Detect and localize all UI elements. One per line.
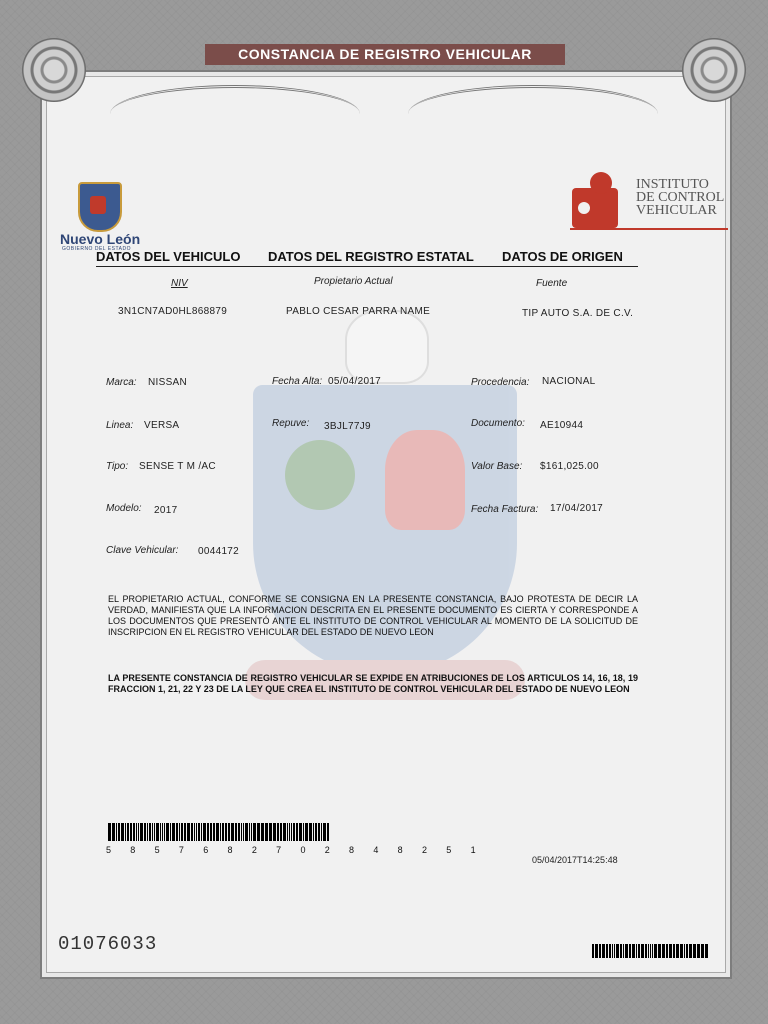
barcode-bar xyxy=(170,823,171,841)
registration-barcode xyxy=(108,823,333,841)
section-header-rule xyxy=(96,266,638,267)
clave-vehicular-value: 0044172 xyxy=(198,546,240,557)
barcode-bar xyxy=(650,944,651,958)
barcode-bar xyxy=(697,944,700,958)
barcode-bar xyxy=(273,823,276,841)
barcode-bar xyxy=(203,823,206,841)
barcode-bar xyxy=(684,944,685,958)
barcode-bar xyxy=(179,823,180,841)
barcode-bar xyxy=(293,823,295,841)
icv-logo-shape xyxy=(590,172,612,194)
barcode-bar xyxy=(658,944,661,958)
barcode-bar xyxy=(140,823,143,841)
icv-logo-rule xyxy=(570,228,728,230)
propietario-value: PABLO CESAR PARRA NAME xyxy=(286,306,431,317)
linea-value: VERSA xyxy=(144,420,180,431)
barcode-bar xyxy=(599,944,601,958)
barcode-bar xyxy=(149,823,151,841)
barcode-bar xyxy=(669,944,672,958)
barcode-bar xyxy=(620,944,622,958)
crest-tree xyxy=(285,440,355,510)
state-crest-watermark xyxy=(235,290,535,710)
icv-logo-icon xyxy=(570,172,622,228)
barcode-bar xyxy=(689,944,692,958)
barcode-bar xyxy=(673,944,675,958)
barcode-bar xyxy=(181,823,183,841)
barcode-bar xyxy=(680,944,683,958)
section-datos-registro-estatal: DATOS DEL REGISTRO ESTATAL xyxy=(268,249,474,264)
barcode-bar xyxy=(693,944,696,958)
tipo-label: Tipo: xyxy=(106,461,129,472)
barcode-bar xyxy=(228,823,230,841)
modelo-value: 2017 xyxy=(154,505,178,516)
barcode-bar xyxy=(296,823,298,841)
barcode-bar xyxy=(220,823,221,841)
barcode-bar xyxy=(315,823,317,841)
repuve-label: Repuve: xyxy=(272,418,310,429)
barcode-bar xyxy=(629,944,631,958)
barcode-bar xyxy=(156,823,159,841)
barcode-bar xyxy=(289,823,290,841)
barcode-bar xyxy=(152,823,153,841)
barcode-bar xyxy=(164,823,165,841)
modelo-label: Modelo: xyxy=(106,503,142,514)
barcode-bar xyxy=(318,823,320,841)
barcode-bar xyxy=(265,823,268,841)
barcode-bar xyxy=(176,823,178,841)
barcode-bar xyxy=(231,823,234,841)
barcode-bar xyxy=(241,823,242,841)
barcode-bar xyxy=(121,823,124,841)
marca-label: Marca: xyxy=(106,377,137,388)
ornament-left xyxy=(110,85,360,143)
barcode-bar xyxy=(243,823,244,841)
barcode-bar xyxy=(609,944,611,958)
barcode-bar xyxy=(313,823,314,841)
barcode-bar xyxy=(251,823,252,841)
barcode-bar xyxy=(125,823,126,841)
barcode-bar xyxy=(616,944,619,958)
barcode-bar xyxy=(305,823,308,841)
barcode-bar xyxy=(623,944,624,958)
propietario-label: Propietario Actual xyxy=(314,276,393,287)
barcode-bar xyxy=(269,823,272,841)
documento-value: AE10944 xyxy=(540,420,584,431)
barcode-bar xyxy=(222,823,224,841)
barcode-bar xyxy=(652,944,653,958)
legal-basis-paragraph: LA PRESENTE CONSTANCIA DE REGISTRO VEHICULAR SE EXPIDE EN ATRIBUCIONES DE LOS ARTICULOS 14, 16, 18, 19 FRACCION 1, 21, 22 Y 23 DE LA LEY QUE CREA EL INSTITUTO DE CONTROL VEHICULAR DEL ESTADO DE NUEVO LEON xyxy=(108,673,638,694)
barcode-bar xyxy=(118,823,120,841)
barcode-bar xyxy=(595,944,598,958)
barcode-bar xyxy=(309,823,312,841)
ornament-right xyxy=(408,85,658,143)
barcode-bar xyxy=(154,823,155,841)
barcode-bar xyxy=(245,823,248,841)
barcode-bar xyxy=(676,944,679,958)
barcode-bar xyxy=(201,823,202,841)
barcode-bar xyxy=(602,944,605,958)
nuevo-leon-logo-subtext: GOBIERNO DEL ESTADO xyxy=(62,246,131,252)
barcode-bar xyxy=(207,823,209,841)
barcode-bar xyxy=(235,823,237,841)
barcode-bar xyxy=(127,823,129,841)
barcode-bar xyxy=(641,944,644,958)
procedencia-label: Procedencia: xyxy=(471,377,530,388)
barcode-bar xyxy=(287,823,288,841)
nuevo-leon-logo-text: Nuevo León xyxy=(60,231,141,247)
barcode-bar xyxy=(636,944,637,958)
section-datos-vehiculo: DATOS DEL VEHICULO xyxy=(96,249,241,264)
barcode-bar xyxy=(323,823,326,841)
barcode-bar xyxy=(162,823,163,841)
barcode-bar xyxy=(662,944,665,958)
barcode-bar xyxy=(116,823,117,841)
document-title: CONSTANCIA DE REGISTRO VEHICULAR xyxy=(205,44,565,65)
icv-logo-text: INSTITUTO DE CONTROL VEHICULAR xyxy=(636,177,724,218)
barcode-bar xyxy=(654,944,657,958)
barcode-bar xyxy=(108,823,111,841)
barcode-bar xyxy=(144,823,146,841)
barcode-bar xyxy=(705,944,708,958)
marca-value: NISSAN xyxy=(148,377,188,388)
barcode-bar xyxy=(138,823,139,841)
barcode-bar xyxy=(130,823,132,841)
fuente-value: TIP AUTO S.A. DE C.V. xyxy=(522,308,634,319)
declaration-paragraph: EL PROPIETARIO ACTUAL, CONFORME SE CONSIGNA EN LA PRESENTE CONSTANCIA, BAJO PROTESTA DE DECIR LA VERDAD, MANIFIESTA QUE LA INFORMACION DESCRITA EN EL PRESENTE DOCUMENTO ES CIERTA Y CORRESPONDE A LOS DOCUMENTOS QUE PRESENTÓ ANTE EL INSTITUTO DE CONTROL VEHICULAR AL MOMENTO DE LA SOLICITUD DE INSCRIPCION EN EL REGISTRO VEHICULAR DEL ESTADO DE NUEVO LEON xyxy=(108,594,638,637)
fecha-factura-label: Fecha Factura: xyxy=(471,504,539,515)
corner-rosette-top-left xyxy=(22,38,86,102)
barcode-bar xyxy=(606,944,608,958)
niv-label: NIV xyxy=(171,278,188,289)
barcode-bar xyxy=(614,944,615,958)
barcode-bar xyxy=(160,823,161,841)
fecha-alta-value: 05/04/2017 xyxy=(328,376,382,387)
barcode-bar xyxy=(303,823,304,841)
barcode-bar xyxy=(216,823,219,841)
barcode-bar xyxy=(133,823,135,841)
barcode-bar xyxy=(283,823,286,841)
barcode-bar xyxy=(136,823,137,841)
barcode-bar xyxy=(625,944,628,958)
barcode-bar xyxy=(172,823,175,841)
barcode-bar xyxy=(299,823,302,841)
barcode-digits: 5 8 5 7 6 8 2 7 0 2 8 4 8 2 5 1 xyxy=(106,845,484,855)
section-datos-origen: DATOS DE ORIGEN xyxy=(502,249,623,264)
barcode-bar xyxy=(225,823,227,841)
barcode-bar xyxy=(210,823,212,841)
valor-base-label: Valor Base: xyxy=(471,461,523,472)
valor-base-value: $161,025.00 xyxy=(540,461,599,472)
barcode-bar xyxy=(184,823,186,841)
barcode-bar xyxy=(198,823,200,841)
procedencia-value: NACIONAL xyxy=(542,376,596,387)
barcode-bar xyxy=(701,944,704,958)
barcode-bar xyxy=(191,823,193,841)
barcode-bar xyxy=(638,944,640,958)
barcode-bar xyxy=(112,823,115,841)
barcode-bar xyxy=(291,823,292,841)
barcode-bar xyxy=(249,823,250,841)
barcode-bar xyxy=(196,823,197,841)
clave-vehicular-label: Clave Vehicular: xyxy=(106,545,179,556)
corner-rosette-top-right xyxy=(682,38,746,102)
barcode-bar xyxy=(648,944,649,958)
barcode-bar xyxy=(632,944,635,958)
barcode-bar xyxy=(612,944,613,958)
issue-timestamp: 05/04/2017T14:25:48 xyxy=(532,855,618,865)
document-serial-number: 01076033 xyxy=(58,933,158,955)
barcode-bar xyxy=(213,823,215,841)
barcode-bar xyxy=(327,823,329,841)
barcode-bar xyxy=(645,944,647,958)
barcode-bar xyxy=(666,944,668,958)
barcode-bar xyxy=(257,823,260,841)
crest-lion xyxy=(385,430,465,530)
fecha-factura-value: 17/04/2017 xyxy=(550,503,604,514)
barcode-bar xyxy=(261,823,264,841)
repuve-value: 3BJL77J9 xyxy=(324,421,371,432)
barcode-bar xyxy=(187,823,190,841)
niv-value: 3N1CN7AD0HL868879 xyxy=(118,306,228,317)
barcode-bar xyxy=(277,823,279,841)
barcode-bar xyxy=(686,944,688,958)
crest-head xyxy=(345,310,429,384)
barcode-bar xyxy=(592,944,594,958)
barcode-bar xyxy=(253,823,256,841)
fecha-alta-label: Fecha Alta: xyxy=(272,376,323,387)
serial-barcode xyxy=(592,944,712,958)
linea-label: Linea: xyxy=(106,420,134,431)
barcode-bar xyxy=(166,823,169,841)
barcode-bar xyxy=(280,823,282,841)
nuevo-leon-shield-logo xyxy=(78,182,122,232)
icv-logo-shape xyxy=(578,202,590,214)
barcode-bar xyxy=(321,823,322,841)
barcode-bar xyxy=(194,823,195,841)
fuente-label: Fuente xyxy=(536,278,568,289)
tipo-value: SENSE T M /AC xyxy=(139,461,216,472)
documento-label: Documento: xyxy=(471,418,525,429)
barcode-bar xyxy=(147,823,148,841)
barcode-bar xyxy=(238,823,240,841)
